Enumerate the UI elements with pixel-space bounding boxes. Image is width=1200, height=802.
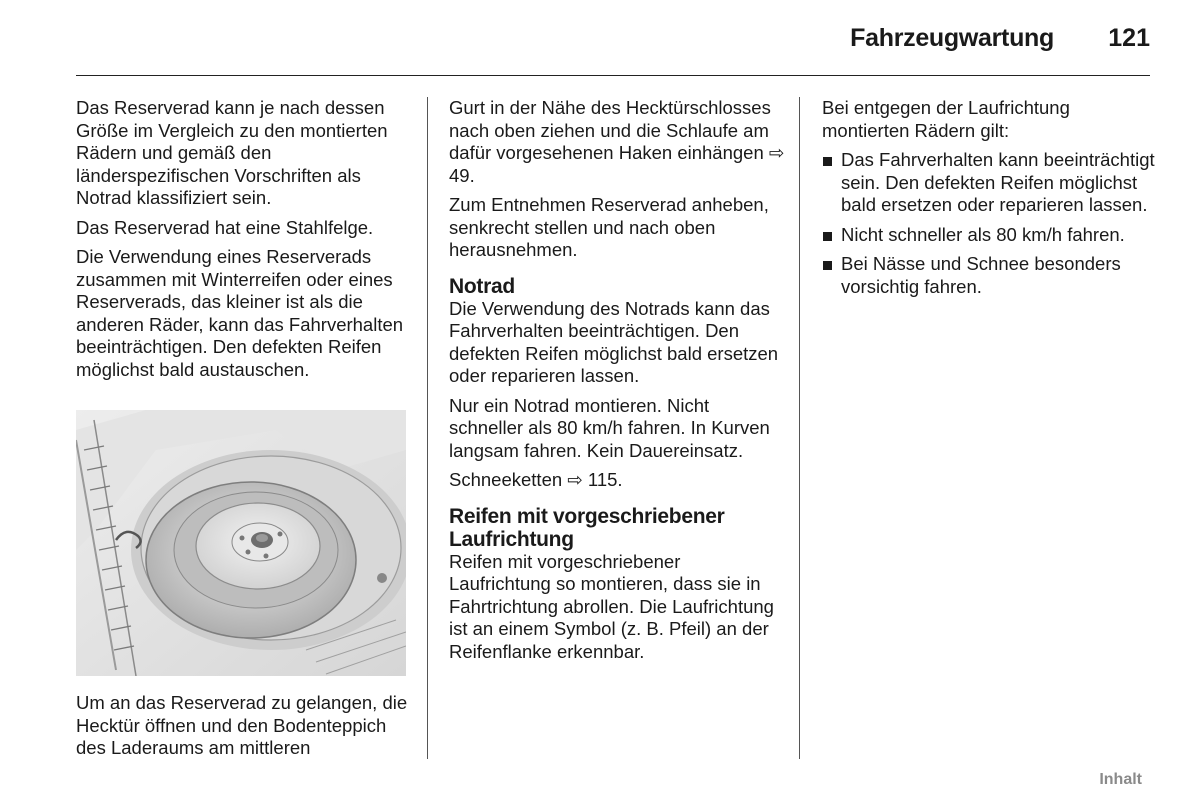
paragraph: Die Verwendung eines Reserverads zusammen mit Winterreifen oder eines Reserverads, das kleiner ist als die anderen Räder, kann das Fahrverhalten beeinträchtigen. Den defekten Reifen möglichst bald austauschen. [76,246,404,380]
text-column-1 [76,97,412,388]
paragraph: Reifen mit vorgeschriebener Laufrichtung so montieren, dass sie in Fahrtrichtung abrollen. Die Laufrichtung ist an einem Symbol (z. B. Pfeil) an der Reifenflanke erkennbar. [449,550,774,662]
list-item: Nicht schneller als 80 km/h fahren. [822,224,1156,247]
paragraph: Bei entgegen der Laufrichtung montierten Rädern gilt: [822,97,1070,141]
page-section-title: Fahrzeugwartung [850,24,1054,52]
contents-link[interactable]: Inhalt [1099,771,1142,788]
paragraph: Gurt in der Nähe des Hecktürschlosses nach oben ziehen und die Schlaufe am dafür vorgesehenen Haken einhängen ⇨ 49. [449,97,785,186]
bullet-list [822,149,1156,298]
list-item: Das Fahrverhalten kann beeinträchtigt sein. Den defekten Reifen möglichst bald ersetzen oder reparieren lassen. [822,149,1156,217]
figure-caption-paragraph: Um an das Reserverad zu gelangen, die Hecktür öffnen und den Bodenteppich des Laderaums am mittleren [76,692,408,758]
header-divider [76,75,1150,76]
paragraph: Zum Entnehmen Reserverad anheben, senkrecht stellen und nach oben herausnehmen. [449,194,769,260]
spare-wheel-illustration [76,410,406,676]
paragraph: Die Verwendung des Notrads kann das Fahrverhalten beeinträchtigen. Den defekten Reifen möglichst bald ersetzen oder reparieren lassen. [449,297,779,386]
page-number: 121 [1108,24,1150,52]
paragraph: Nur ein Notrad montieren. Nicht schneller als 80 km/h fahren. In Kurven langsam fahren. Kein Dauereinsatz. [449,394,770,461]
section-heading-notrad: Notrad [449,274,515,298]
column-divider [427,97,428,759]
column-divider [799,97,800,759]
text-column-3 [822,97,1156,305]
section-heading-laufrichtung: Reifen mit vorgeschriebener Laufrichtung [449,504,725,551]
paragraph: Das Reserverad kann je nach dessen Größe im Vergleich zu den montierten Rädern und gemäß den länderspezifischen Vorschriften als Notrad klassifiziert sein. [76,97,388,208]
text-column-2 [449,97,785,670]
paragraph-cross-reference: Schneeketten ⇨ 115. [449,469,623,490]
paragraph: Das Reserverad hat eine Stahlfelge. [76,216,374,238]
list-item: Bei Nässe und Schnee besonders vorsichtig fahren. [822,253,1156,298]
